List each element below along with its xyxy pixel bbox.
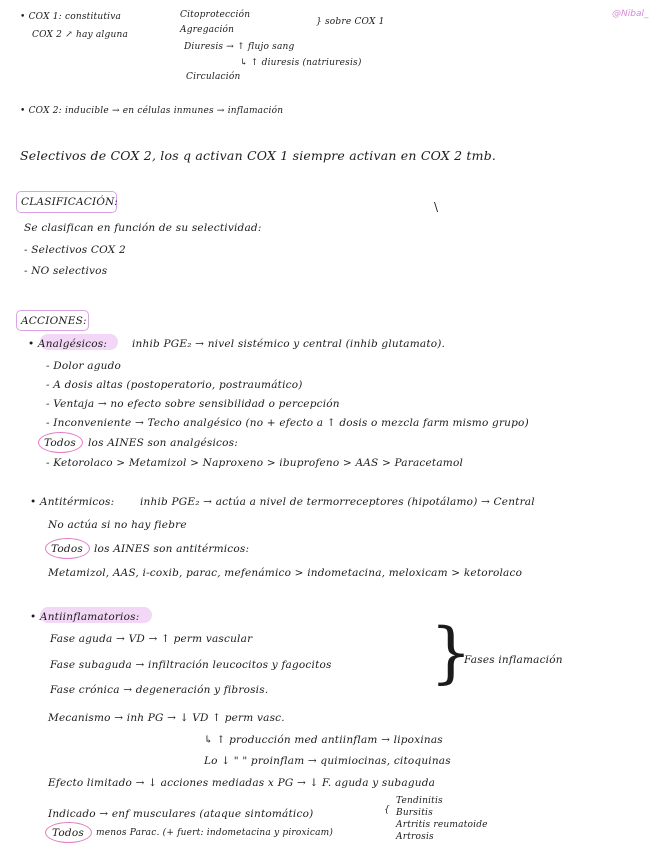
analgesicos-item-4: - Inconveniente → Techo analgésico (no + efecto a ↑ dosis o mezcla farm mismo grupo): [46, 417, 529, 429]
antitermicos-desc: inhib PGE₂ → actúa a nivel de termorreceptores (hipotálamo) → Central: [140, 496, 535, 508]
analgesicos-todos-rest: los AINES son analgésicos:: [88, 437, 238, 449]
fase-cronica: Fase crónica → degeneración y fibrosis.: [50, 684, 269, 696]
mecanismo-line: Mecanismo → inh PG → ↓ VD ↑ perm vasc.: [48, 712, 285, 724]
analgesicos-item-1: - Dolor agudo: [46, 360, 122, 372]
analgesicos-todos-word: Todos: [44, 437, 76, 449]
fase-subaguda: Fase subaguda → infiltración leucocitos y fagocitos: [50, 659, 332, 671]
sobre-cox1-label: } sobre COX 1: [316, 17, 385, 27]
cox1-line: • COX 1: constitutiva: [20, 12, 122, 22]
cox2-line: COX 2 ↗ hay alguna: [32, 30, 129, 40]
antitermicos-no-actua: No actúa si no hay fiebre: [48, 519, 187, 531]
fases-label: Fases inflamación: [464, 654, 563, 666]
cox1-function-2: Agregación: [180, 25, 235, 35]
indicacion-4: Artrosis: [396, 832, 434, 842]
clasificacion-item-2: - NO selectivos: [24, 265, 108, 277]
antitermicos-todos-word: Todos: [51, 543, 83, 555]
clasificacion-intro: Se clasifican en función de su selectividad:: [24, 222, 262, 234]
acciones-heading: ACCIONES:: [21, 315, 87, 327]
mecanismo-sub-2: Lo ↓ " " proinflam → quimiocinas, citoquinas: [204, 755, 451, 767]
analgesicos-item-3: - Ventaja → no efecto sobre sensibilidad o percepción: [46, 398, 340, 410]
cox1-function-1: Citoprotección: [180, 10, 251, 20]
pen-mark: \: [434, 200, 439, 214]
cox1-function-4: ↳ ↑ diuresis (natriuresis): [240, 58, 362, 68]
efecto-limitado: Efecto limitado → ↓ acciones mediadas x PG → ↓ F. aguda y subaguda: [48, 777, 436, 789]
indicacion-1: Tendinitis: [396, 796, 443, 806]
fase-aguda: Fase aguda → VD → ↑ perm vascular: [50, 633, 253, 645]
antiinflamatorios-todos-word: Todos: [52, 827, 84, 839]
clasificacion-item-1: - Selectivos COX 2: [24, 244, 126, 256]
indicacion-3: Artritis reumatoide: [396, 820, 488, 830]
mecanismo-sub-1: ↳ ↑ producción med antiinflam → lipoxinas: [204, 734, 443, 746]
cox1-function-3: Diuresis → ↑ flujo sang: [184, 42, 295, 52]
author-watermark: @Nibal_: [612, 9, 649, 19]
indicado-line: Indicado → enf musculares (ataque sintomático): [48, 808, 314, 820]
antiinflamatorios-title: • Antiinflamatorios:: [30, 611, 140, 623]
antitermicos-todos-rest: los AINES son antitérmicos:: [94, 543, 250, 555]
analgesicos-order: - Ketorolaco > Metamizol > Naproxeno > ibuprofeno > AAS > Paracetamol: [46, 457, 464, 469]
analgesicos-item-2: - A dosis altas (postoperatorio, postraumático): [46, 379, 303, 391]
selectivos-note: Selectivos de COX 2, los q activan COX 1 siempre activan en COX 2 tmb.: [20, 148, 497, 163]
fases-brace: }: [430, 614, 472, 691]
antitermicos-order: Metamizol, AAS, i-coxib, parac, mefenámico > indometacina, meloxicam > ketorolaco: [48, 567, 523, 579]
indicacion-2: Bursitis: [396, 808, 433, 818]
antiinflamatorios-todos-rest: menos Parac. (+ fuert: indometacina y piroxicam): [96, 828, 334, 838]
clasificacion-heading: CLASIFICACIÓN:: [21, 196, 118, 208]
cox2-inducible-line: • COX 2: inducible → en células inmunes → inflamación: [20, 106, 284, 116]
analgesicos-title: • Analgésicos:: [28, 338, 108, 350]
analgesicos-desc: inhib PGE₂ → nivel sistémico y central (inhib glutamato).: [132, 338, 446, 350]
indicado-dash: {: [384, 805, 390, 815]
cox1-function-5: Circulación: [186, 72, 241, 82]
antitermicos-title: • Antitérmicos:: [30, 496, 115, 508]
